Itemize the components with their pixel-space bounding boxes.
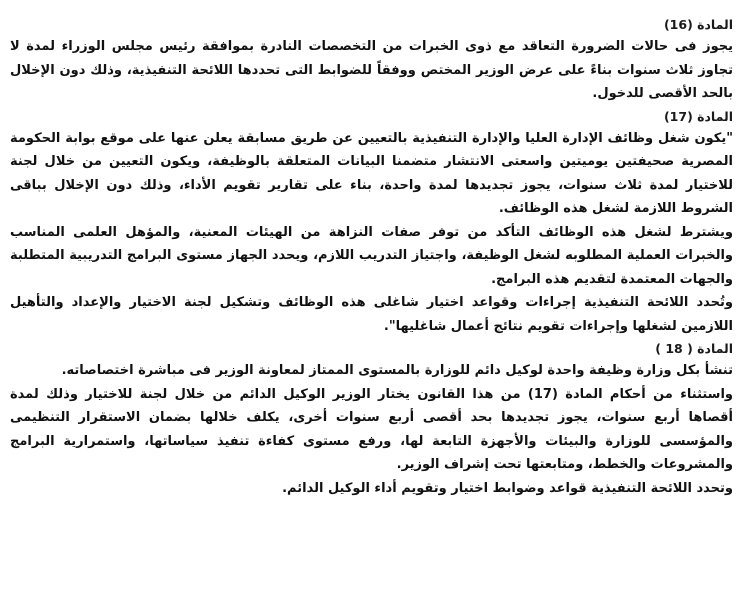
article-heading: المادة (17) — [663, 108, 733, 124]
article-paragraph: "يكون شغل وظائف الإدارة العليا والإدارة التنفيذية بالتعيين عن طريق مسابقة يعلن عنها على موقع بوابة الحكومة المصرية صحيفتين يوميتين واسعتى الانتشار متضمنا البيانات المتعلقة بالوظيفة، ويكون التعيين من خلال لجنة للاختيار لمدة ثلاث سنوات، يجوز تجديدها لمدة واحدة، بناء على تقارير تقويم الأداء، وذلك دون الإخلال بباقى الشروط اللازمة لشغل هذه الوظائف. — [10, 130, 733, 216]
article-17 — [10, 106, 733, 339]
article-heading: المادة (16) — [663, 17, 733, 32]
article-paragraph: وتحدد اللائحة التنفيذية قواعد وضوابط اختيار وتقويم أداء الوكيل الدائم. — [282, 480, 733, 496]
article-18 — [10, 338, 733, 500]
article-paragraph: واستثناء من أحكام المادة (17) من هذا القانون يختار الوزير الوكيل الدائم من خلال لجنة للاختيار وذلك لمدة أقصاها أربع سنوات، يجوز تجديدها بحد أقصى أربع سنوات أخرى، يكلف خلالها بضمان الاستقرار التنظيمى والمؤسسى للوزارة والبيئات والأجهزة التابعة لها، ورفع مستوى كفاءة تنفيذ سياساتها، واستمرارية البرامج والمشروعات والخطط، ومتابعتها تحت إشراف الوزير. — [10, 386, 734, 472]
article-paragraph: تنشأ بكل وزارة وظيفة واحدة لوكيل دائم للوزارة بالمستوى الممتاز لمعاونة الوزير فى مباشرة اختصاصاته. — [61, 363, 733, 378]
article-paragraph: وتُحدد اللائحة التنفيذية إجراءات وقواعد اختيار شاغلى هذه الوظائف وتشكيل لجنة الاختيار والإعداد والتأهيل اللازمين لشغلها وإجراءات تقويم نتائج أعمال شاغليها". — [10, 295, 733, 334]
article-heading: المادة ( 18 ) — [655, 341, 733, 356]
article-paragraph: ويشترط لشغل هذه الوظائف التأكد من توفر صفات النزاهة من الهيئات المعنية، والمؤهل العلمى المناسب والخبرات العملية المطلوبه لشغل الوظيفة، واجتياز التدريب اللازم، ويحدد الجهاز مستوى البرامج التدريبية المتطلبة والجهات المعتمدة لتقديم هذه البرامج. — [10, 224, 733, 287]
article-paragraph: يجوز فى حالات الضرورة التعاقد مع ذوى الخبرات من التخصصات النادرة بموافقة رئيس مجلس الوزراء لمدة لا تجاوز ثلاث سنوات بناءً على عرض الوزير المختص ووفقاً للضوابط التى تحددها اللائحة التنفيذية، وذلك دون الإخلال بالحد الأقصى للدخول. — [10, 39, 733, 101]
article-16 — [10, 14, 733, 106]
